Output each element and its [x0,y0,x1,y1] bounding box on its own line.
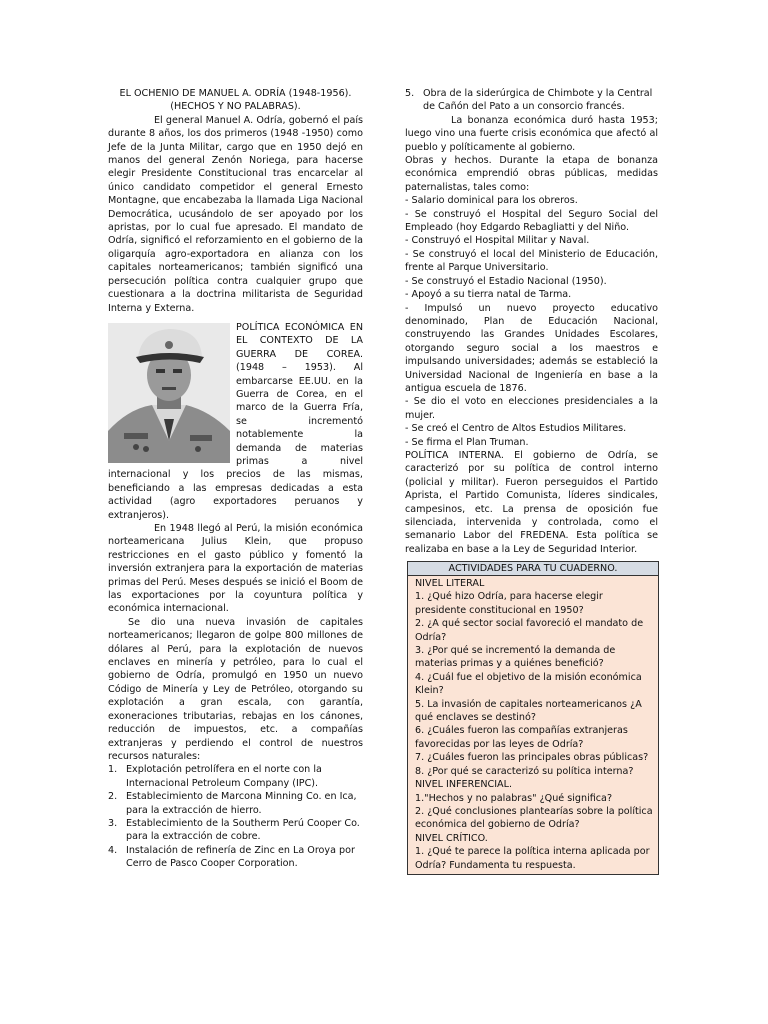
economic-policy-paragraph: POLÍTICA ECONÓMICA EN EL CONTEXTO DE LA GUERRA DE COREA. (1948 – 1953). Al embarcarse EE.UU. en la Guerra de Corea, en el marco de la Guerra Fría, se incrementó notablemente la demanda de materias primas a nivel internacional y los precios de las mismas, beneficiando a las empresas dedicadas a esta actividad (agro exportadores peruanos y extranjeros). [108,321,363,521]
article-title: EL OCHENIO DE MANUEL A. ODRÍA (1948-1956). [119,88,352,99]
list-item: - Impulsó un nuevo proyecto educativo denominado, Plan de Educación Nacional, construyendo las Grandes Unidades Escolares, otorgando seguro social a los maestros e impulsando universidades; además se estableció la Universidad Nacional de Ingeniería en base a la antigua escuela de 1876. [405,302,658,394]
activities-box [407,561,659,875]
list-item: - Se construyó el Hospital del Seguro Social del Empleado (hoy Edgardo Rebagliatti y del Niño. [405,208,658,234]
list-item: - Se creó el Centro de Altos Estudios Militares. [405,423,627,435]
intro-paragraph: El general Manuel A. Odría, gobernó el país durante 8 años, los dos primeros (1948 -1950) como Jefe de la Junta Militar, cargo que en 1950 dejó en manos del general Zenón Noriega, para hacerse elegir Presidente Constitucional tras encarcelar al único candidato competidor el general Ernesto Montagne, que encabezaba la llamada Liga Nacional Democrática, ucusándolo de ser apoyado por los apristas, por lo cual fue apresado. El mandato de Odría, significó el reforzamiento en el gobierno de la oligarquía agro-exportadora en alianza con los capitales norteamericanos; también significó una persecución política contra cualquier grupo que cuestionara a la doctrina militarista de Seguridad Interna y Externa. [108,114,363,314]
list-item: 5. Obra de la siderúrgica de Chimbote y la Central de Cañón del Pato a un consorcio francés. [405,88,653,113]
list-item: 3. Establecimiento de la Southerm Perú Cooper Co. para la extracción de cobre. [108,817,360,843]
capital-invasion-paragraph: Se dio una nueva invasión de capitales norteamericanos; llegaron de golpe 800 millones de dólares al Perú, para la explotación de nuevos enclaves en minería y petróleo, para lo cual el gobierno de Odría, promulgó en 1950 un nuevo Código de Minería y Ley de Petróleo, otorgando su explotación a gran escala, con garantía, exoneraciones tributarias, rebajas en los cánones, reducción de impuestos, etc. a compañías extranjeras y perdiendo el control de nuestros recursos naturales: [108,616,363,762]
question: 2. ¿Qué conclusiones plantearías sobre la política económica del gobierno de Odría? [415,805,653,831]
activities-header: ACTIVIDADES PARA TU CUADERNO. [408,562,658,576]
question: 5. La invasión de capitales norteamericanos ¿A qué enclaves se destinó? [415,698,642,724]
list-item: - Construyó el Hospital Militar y Naval. [405,235,590,247]
question: 4. ¿Cuál fue el objetivo de la misión económica Klein? [415,671,642,697]
list-item: - Se firma el Plan Truman. [405,436,529,448]
question: 1."Hechos y no palabras" ¿Qué significa? [415,792,613,804]
question: 1. ¿Qué te parece la política interna aplicada por Odría? Fundamenta tu respuesta. [415,846,650,871]
internal-policy-paragraph: POLÍTICA INTERNA. El gobierno de Odría, se caracterizó por su política de control interno (policial y militar). Fueron perseguidos el Partido Aprista, el Partido Comunista, líderes sindicales, campesinos, etc. La prensa de oposición fue silenciada, intervenida y controlada, como el semanario Labor del FREDENA. Esta política se realizaba en base a la Ley de Seguridad Interior. [405,449,658,555]
list-item: 1. Explotación petrolífera en el norte con la Internacional Petroleum Company (IPC). [108,764,322,789]
list-item: - Se construyó el Estadio Nacional (1950). [405,275,607,287]
list-item: - Se construyó el local del Ministerio de Educación, frente al Parque Universitario. [405,248,658,274]
enclaves-list [108,763,363,870]
level-heading: NIVEL LITERAL [415,578,485,589]
bonanza-paragraph: La bonanza económica duró hasta 1953; luego vino una fuerte crisis económica que afectó al pueblo y políticamente al gobierno. [405,114,658,153]
question: 2. ¿A qué sector social favoreció el mandato de Odría? [415,618,644,643]
question: 6. ¿Cuáles fueron las compañías extranjeras favorecidas por las leyes de Odría? [415,725,628,750]
question: 3. ¿Por qué se incrementó la demanda de materias primas y a quiénes benefició? [415,645,616,670]
list-item: - Apoyó a su tierra natal de Tarma. [405,289,572,301]
public-works-intro: Obras y hechos. Durante la etapa de bonanza económica emprendió obras públicas, medidas paternalistas, tales como: [405,155,658,193]
list-item: - Salario dominical para los obreros. [405,195,578,207]
article-subtitle: (HECHOS Y NO PALABRAS). [170,101,301,113]
list-item: 4. Instalación de refinería de Zinc en La Oroya por Cerro de Pasco Cooper Corporation. [108,844,355,870]
odria-portrait [108,323,230,463]
question: 8. ¿Por qué se caracterizó su política interna? [415,765,634,777]
klein-mission-paragraph: En 1948 llegó al Perú, la misión económica norteamericana Julius Klein, que propuso restricciones en el gasto público y fomentó la inversión extranjera para la exportación de materias primas del Perú. Meses después se inició el Boom de las exportaciones por la coyuntura política y económica internacional. [108,523,363,615]
level-heading: NIVEL INFERENCIAL. [415,779,513,791]
list-item: - Se dio el voto en elecciones presidenciales a la mujer. [405,396,658,421]
public-works-list [405,194,658,449]
right-column [405,87,658,556]
level-heading: NIVEL CRÍTICO. [415,832,488,844]
left-column [108,87,363,871]
enclaves-list-continued [405,87,658,114]
activities-questions [408,576,658,872]
question: 7. ¿Cuáles fueron las principales obras públicas? [415,752,649,764]
question: 1. ¿Qué hizo Odría, para hacerse elegir presidente constitucional en 1950? [415,591,603,616]
list-item: 2. Establecimiento de Marcona Minning Co. en Ica, para la extracción de hierro. [108,791,357,816]
